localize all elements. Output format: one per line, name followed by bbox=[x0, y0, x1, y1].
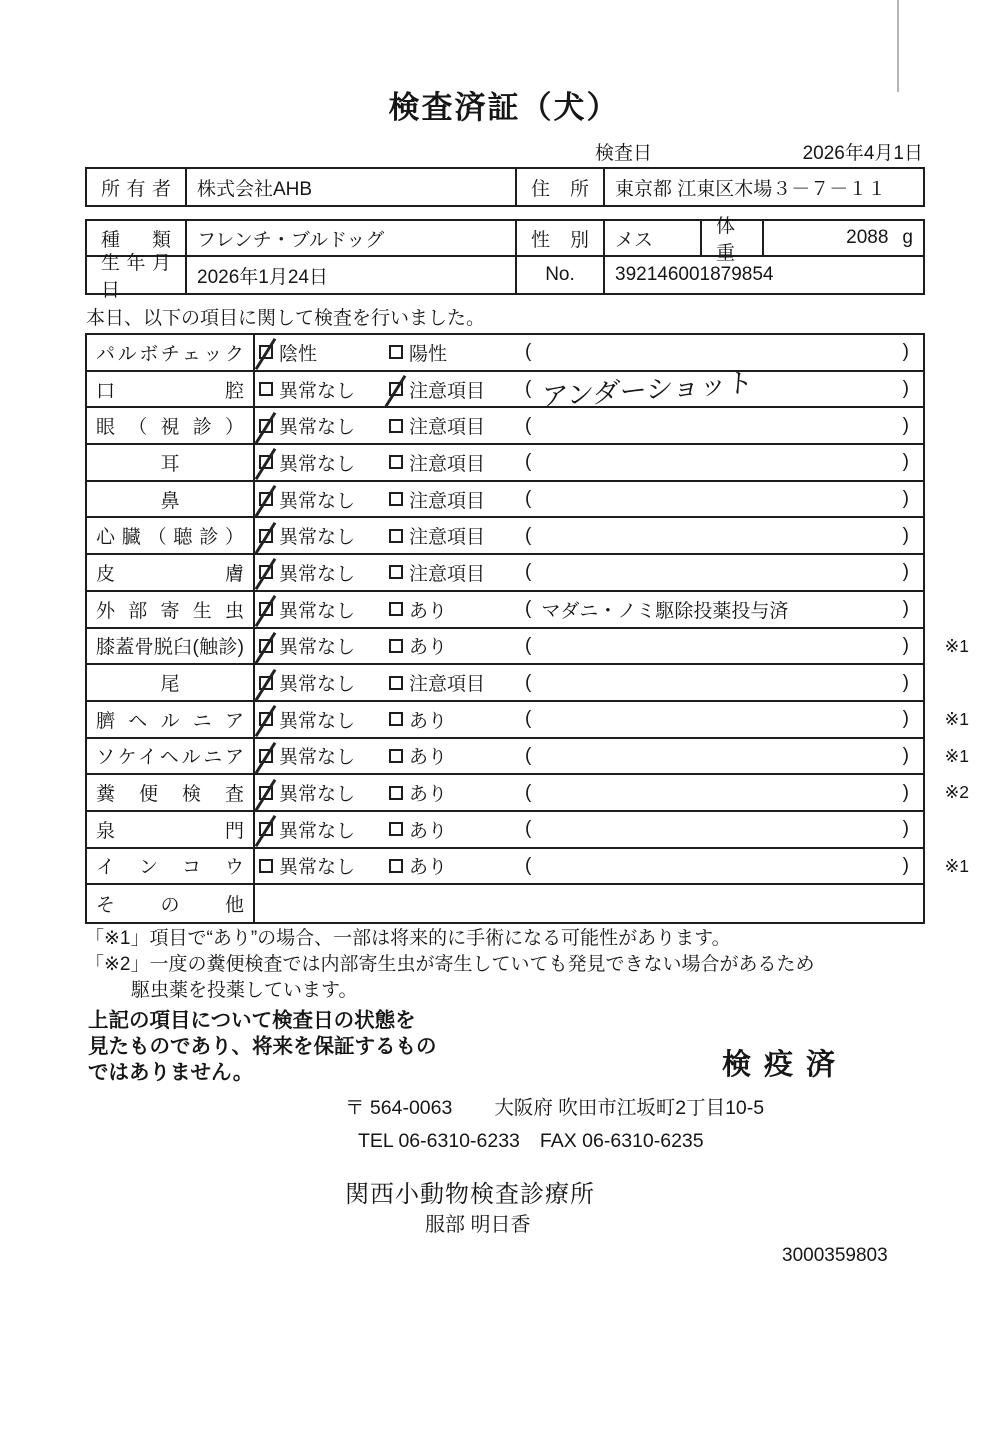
checkbox-label: 注意項目 bbox=[409, 417, 486, 439]
exam-row bbox=[87, 408, 923, 445]
no-value: 392146001879854 bbox=[615, 264, 774, 285]
checkbox-unchecked bbox=[389, 712, 403, 726]
exam-row bbox=[87, 849, 969, 886]
paren-open: ( bbox=[525, 818, 532, 840]
checkbox-unchecked bbox=[389, 492, 403, 506]
exam-note bbox=[525, 451, 923, 473]
checkbox-label: 異常なし bbox=[279, 784, 356, 806]
exam-row-content bbox=[255, 592, 923, 627]
exam-item-cell bbox=[87, 812, 255, 847]
clinic-tel: TEL 06-6310-6233 bbox=[358, 1130, 520, 1152]
paren-open: ( bbox=[525, 561, 532, 583]
exam-item-label: パルボチェック bbox=[96, 343, 244, 365]
checkbox-checked bbox=[259, 419, 273, 433]
footnote-2: 「※2」一度の糞便検査では内部寄生虫が寄生していても発見できない場合があるため bbox=[85, 954, 815, 975]
owner-label-cell bbox=[87, 169, 187, 205]
sex-label: 性別 bbox=[531, 229, 589, 251]
checkbox-unchecked bbox=[259, 382, 273, 396]
inspection-date-label: 検査日 bbox=[595, 143, 653, 164]
paren-close: ) bbox=[902, 818, 909, 840]
serial-number: 3000359803 bbox=[782, 1245, 888, 1266]
exam-option bbox=[389, 632, 525, 659]
exam-row-content bbox=[255, 408, 923, 443]
checkbox-checked bbox=[259, 712, 273, 726]
exam-note bbox=[525, 525, 923, 547]
checkbox-checked bbox=[259, 749, 273, 763]
checkbox-label: 異常なし bbox=[279, 563, 356, 585]
address-label: 住所 bbox=[531, 178, 589, 200]
exam-option bbox=[389, 486, 525, 513]
breed-value: フレンチ・ブルドッグ bbox=[197, 229, 385, 251]
exam-row bbox=[87, 629, 969, 666]
checkbox-checked bbox=[259, 676, 273, 690]
exam-row-content bbox=[255, 629, 923, 664]
clinic-name: 関西小動物検査診療所 bbox=[345, 1181, 595, 1208]
checkbox-unchecked bbox=[389, 529, 403, 543]
exam-option bbox=[389, 706, 525, 733]
checkbox-label: 陽性 bbox=[409, 343, 448, 365]
paren-close: ) bbox=[902, 671, 909, 693]
checkbox-checked bbox=[259, 529, 273, 543]
exam-option bbox=[255, 852, 389, 879]
exam-row bbox=[87, 367, 923, 413]
exam-item-cell bbox=[87, 702, 255, 737]
paren-close: ) bbox=[902, 451, 909, 473]
exam-row bbox=[87, 702, 969, 739]
exam-option bbox=[389, 522, 525, 549]
exam-item-label: 臍ヘルニア bbox=[96, 710, 244, 732]
exam-option bbox=[255, 706, 389, 733]
weight-label: 体重 bbox=[716, 216, 736, 264]
exam-row bbox=[87, 812, 923, 849]
checkbox-unchecked bbox=[389, 419, 403, 433]
checkbox-label: 異常なし bbox=[279, 710, 356, 732]
weight-value-cell bbox=[764, 221, 923, 255]
checkbox-label: 異常なし bbox=[279, 380, 356, 402]
address-value: 東京都 江東区木場３－７－１１ bbox=[615, 178, 887, 200]
no-label-cell bbox=[517, 257, 605, 293]
exam-row-content bbox=[255, 739, 923, 774]
paren-open: ( bbox=[525, 378, 532, 400]
exam-option bbox=[255, 522, 389, 549]
reference-mark: ※1 bbox=[944, 745, 969, 766]
checkbox-label: あり bbox=[409, 857, 448, 879]
birth-label-cell bbox=[87, 253, 187, 301]
paren-close: ) bbox=[902, 634, 909, 656]
sex-label-cell bbox=[517, 221, 605, 255]
birth-value-cell bbox=[187, 257, 517, 293]
footnote-2-continued: 駆虫薬を投薬しています。 bbox=[131, 980, 358, 1001]
exam-option bbox=[255, 779, 389, 806]
checkbox-checked bbox=[259, 565, 273, 579]
exam-note bbox=[525, 855, 923, 877]
paren-close: ) bbox=[902, 341, 909, 363]
checkbox-label: 注意項目 bbox=[409, 563, 486, 585]
exam-item-cell bbox=[87, 555, 255, 590]
intro-text: 本日、以下の項目に関して検査を行いました。 bbox=[86, 308, 486, 329]
sex-value-cell bbox=[605, 221, 702, 255]
exam-option bbox=[389, 852, 525, 879]
exam-row-content bbox=[255, 367, 923, 413]
checkbox-label: 異常なし bbox=[279, 453, 356, 475]
exam-option bbox=[255, 412, 389, 439]
paren-open: ( bbox=[525, 414, 532, 436]
exam-item-label: 尾 bbox=[160, 674, 180, 696]
page-title: 検査済証（犬） bbox=[388, 90, 620, 125]
exam-row-content bbox=[255, 775, 923, 810]
exam-item-label: 口腔 bbox=[96, 380, 244, 402]
paren-open: ( bbox=[525, 671, 532, 693]
exam-row bbox=[87, 555, 923, 592]
exam-option bbox=[389, 376, 525, 403]
weight-value: 2088 bbox=[846, 227, 889, 248]
exam-option bbox=[255, 559, 389, 586]
exam-item-cell bbox=[87, 518, 255, 553]
checkbox-unchecked bbox=[389, 565, 403, 579]
exam-row bbox=[87, 739, 969, 776]
exam-row-content bbox=[255, 849, 923, 884]
reference-mark: ※1 bbox=[944, 855, 969, 876]
checkbox-label: 異常なし bbox=[279, 820, 356, 842]
checkbox-label: あり bbox=[409, 784, 448, 806]
paren-close: ) bbox=[902, 781, 909, 803]
exam-row-content bbox=[255, 445, 923, 480]
exam-option bbox=[389, 596, 525, 623]
paren-close: ) bbox=[902, 744, 909, 766]
paren-open: ( bbox=[525, 854, 532, 876]
disclaimer-line-1: 上記の項目について検査日の状態を bbox=[88, 1009, 416, 1032]
checkbox-label: 異常なし bbox=[279, 857, 356, 879]
exam-option bbox=[389, 779, 525, 806]
exam-row-content bbox=[255, 518, 923, 553]
disclaimer-line-3: ではありません。 bbox=[88, 1061, 254, 1084]
exam-note bbox=[525, 818, 923, 840]
quarantine-stamp: 検疫済 bbox=[722, 1049, 849, 1081]
disclaimer bbox=[88, 1008, 437, 1086]
checkbox-label: 陰性 bbox=[279, 343, 318, 365]
birth-label: 生年月日 bbox=[101, 253, 171, 301]
paren-open: ( bbox=[525, 634, 532, 656]
exam-option bbox=[255, 816, 389, 843]
checkbox-checked bbox=[259, 602, 273, 616]
checkbox-checked bbox=[259, 786, 273, 800]
exam-note bbox=[525, 782, 923, 804]
exam-row bbox=[87, 445, 923, 482]
exam-note bbox=[525, 488, 923, 510]
no-label: No. bbox=[545, 264, 575, 285]
no-value-cell bbox=[605, 257, 923, 293]
exam-option bbox=[255, 596, 389, 623]
scan-artifact-line bbox=[897, 0, 899, 92]
checkbox-unchecked bbox=[389, 786, 403, 800]
exam-item-label: 皮膚 bbox=[96, 563, 244, 585]
exam-item-cell bbox=[87, 482, 255, 517]
inspection-date-value: 2026年4月1日 bbox=[802, 143, 923, 164]
checkbox-unchecked bbox=[389, 455, 403, 469]
exam-option bbox=[255, 486, 389, 513]
checkbox-checked bbox=[259, 639, 273, 653]
exam-option bbox=[389, 339, 525, 366]
exam-item-cell bbox=[87, 885, 255, 922]
exam-note bbox=[525, 708, 923, 730]
exam-row bbox=[87, 885, 923, 922]
exam-note bbox=[525, 415, 923, 437]
reference-mark: ※1 bbox=[944, 708, 969, 729]
pet-table bbox=[85, 216, 925, 301]
checkbox-checked bbox=[259, 345, 273, 359]
checkbox-label: 注意項目 bbox=[409, 490, 486, 512]
paren-close: ) bbox=[902, 378, 909, 400]
exam-note bbox=[525, 672, 923, 694]
checkbox-label: 異常なし bbox=[279, 490, 356, 512]
checkbox-unchecked bbox=[389, 822, 403, 836]
exam-row bbox=[87, 665, 923, 702]
paren-close: ) bbox=[902, 414, 909, 436]
checkbox-label: 異常なし bbox=[279, 637, 356, 659]
breed-label: 種類 bbox=[101, 229, 171, 251]
exam-option bbox=[255, 376, 389, 403]
exam-option bbox=[255, 449, 389, 476]
exam-note bbox=[525, 561, 923, 583]
owner-label: 所有者 bbox=[101, 178, 171, 200]
owner-table bbox=[85, 167, 925, 207]
checkbox-unchecked bbox=[389, 602, 403, 616]
exam-row bbox=[87, 518, 923, 555]
exam-item-label: 耳 bbox=[160, 453, 180, 475]
owner-value-cell bbox=[187, 169, 517, 205]
exam-note bbox=[525, 745, 923, 767]
checkbox-checked bbox=[259, 455, 273, 469]
exam-item-label: 鼻 bbox=[160, 490, 180, 512]
exam-row bbox=[87, 775, 969, 812]
checkbox-label: あり bbox=[409, 747, 448, 769]
checkbox-unchecked bbox=[389, 345, 403, 359]
footnote-1: 「※1」項目で“あり”の場合、一部は将来的に手術になる可能性があります。 bbox=[85, 928, 731, 949]
inspection-date-row bbox=[85, 138, 925, 164]
weight-unit: g bbox=[902, 227, 913, 248]
veterinarian-name: 服部 明日香 bbox=[425, 1214, 531, 1236]
exam-item-label: 糞便検査 bbox=[96, 784, 244, 806]
exam-item-cell bbox=[87, 445, 255, 480]
exam-row-content bbox=[255, 555, 923, 590]
clinic-address-line bbox=[345, 1092, 764, 1120]
exam-item-cell bbox=[87, 372, 255, 407]
reference-mark: ※1 bbox=[944, 635, 969, 656]
exam-item-cell bbox=[87, 849, 255, 884]
exam-option bbox=[389, 742, 525, 769]
paren-open: ( bbox=[525, 744, 532, 766]
address-value-cell bbox=[605, 169, 923, 205]
exam-table bbox=[85, 333, 969, 924]
address-label-cell bbox=[517, 169, 605, 205]
exam-item-cell bbox=[87, 592, 255, 627]
exam-item-cell bbox=[87, 665, 255, 700]
exam-option bbox=[255, 669, 389, 696]
exam-row-content bbox=[255, 665, 923, 700]
breed-value-cell bbox=[187, 221, 517, 255]
exam-row bbox=[87, 335, 923, 372]
paren-close: ) bbox=[902, 524, 909, 546]
paren-open: ( bbox=[525, 451, 532, 473]
checkbox-label: 異常なし bbox=[279, 527, 356, 549]
exam-option bbox=[255, 339, 389, 366]
clinic-postal-code: 〒 564-0063 bbox=[345, 1097, 453, 1119]
owner-value: 株式会社AHB bbox=[197, 178, 313, 200]
checkbox-label: 注意項目 bbox=[409, 453, 486, 475]
exam-item-label: 眼（視診） bbox=[96, 417, 244, 439]
checkbox-label: あり bbox=[409, 820, 448, 842]
handwritten-note: アンダーショット bbox=[540, 367, 755, 413]
checkbox-label: 異常なし bbox=[279, 674, 356, 696]
exam-note bbox=[525, 596, 923, 623]
exam-row-content bbox=[255, 335, 923, 370]
exam-item-label: インコウ bbox=[96, 857, 244, 879]
exam-item-cell bbox=[87, 408, 255, 443]
paren-open: ( bbox=[525, 708, 532, 730]
exam-item-label: 泉門 bbox=[96, 820, 244, 842]
checkbox-checked bbox=[259, 822, 273, 836]
exam-item-cell bbox=[87, 775, 255, 810]
exam-note bbox=[525, 341, 923, 363]
exam-row bbox=[87, 482, 923, 519]
paren-open: ( bbox=[525, 524, 532, 546]
exam-option bbox=[389, 449, 525, 476]
exam-option bbox=[255, 632, 389, 659]
exam-row bbox=[87, 592, 923, 629]
checkbox-label: あり bbox=[409, 600, 448, 622]
paren-close: ) bbox=[902, 598, 909, 620]
exam-item-cell bbox=[87, 629, 255, 664]
checkbox-label: 異常なし bbox=[279, 747, 356, 769]
exam-item-cell bbox=[87, 335, 255, 370]
exam-item-label: 膝蓋骨脱臼(触診) bbox=[96, 637, 244, 659]
checkbox-label: 注意項目 bbox=[409, 674, 486, 696]
exam-row-content bbox=[255, 885, 923, 922]
checkbox-label: 注意項目 bbox=[409, 527, 486, 549]
checkbox-checked bbox=[389, 382, 403, 396]
exam-item-label: ソケイヘルニア bbox=[96, 747, 244, 769]
exam-row-content bbox=[255, 702, 923, 737]
exam-option bbox=[389, 559, 525, 586]
paren-close: ) bbox=[902, 708, 909, 730]
checkbox-label: あり bbox=[409, 710, 448, 732]
checkbox-label: 異常なし bbox=[279, 417, 356, 439]
reference-mark: ※2 bbox=[944, 782, 969, 803]
checkbox-unchecked bbox=[389, 749, 403, 763]
checkbox-checked bbox=[259, 492, 273, 506]
checkbox-unchecked bbox=[389, 639, 403, 653]
exam-option bbox=[389, 816, 525, 843]
exam-item-label: 外部寄生虫 bbox=[96, 600, 244, 622]
exam-item-label: 心臓（聴診） bbox=[96, 527, 244, 549]
exam-option bbox=[389, 412, 525, 439]
checkbox-unchecked bbox=[259, 859, 273, 873]
exam-option bbox=[389, 669, 525, 696]
note-text: マダニ・ノミ駆除投薬投与済 bbox=[541, 600, 789, 622]
weight-label-cell bbox=[702, 216, 764, 264]
exam-item-cell bbox=[87, 739, 255, 774]
clinic-contact-line bbox=[358, 1130, 704, 1153]
clinic-address: 大阪府 吹田市江坂町2丁目10-5 bbox=[494, 1097, 765, 1119]
checkbox-label: あり bbox=[409, 637, 448, 659]
exam-option bbox=[255, 742, 389, 769]
paren-open: ( bbox=[525, 488, 532, 510]
paren-close: ) bbox=[902, 854, 909, 876]
birth-value: 2026年1月24日 bbox=[197, 266, 328, 288]
checkbox-label: 異常なし bbox=[279, 600, 356, 622]
paren-open: ( bbox=[525, 598, 532, 620]
exam-item-label: その他 bbox=[96, 895, 244, 917]
paren-close: ) bbox=[902, 561, 909, 583]
checkbox-unchecked bbox=[389, 676, 403, 690]
checkbox-unchecked bbox=[389, 859, 403, 873]
paren-open: ( bbox=[525, 781, 532, 803]
checkbox-label: 注意項目 bbox=[409, 380, 486, 402]
exam-note bbox=[525, 367, 923, 413]
sex-value: メス bbox=[615, 229, 654, 251]
disclaimer-line-2: 見たものであり、将来を保証するもの bbox=[88, 1035, 437, 1058]
clinic-fax: FAX 06-6310-6235 bbox=[539, 1130, 704, 1152]
exam-note bbox=[525, 635, 923, 657]
exam-row-content bbox=[255, 482, 923, 517]
exam-row-content bbox=[255, 812, 923, 847]
footnotes bbox=[85, 926, 815, 1004]
paren-open: ( bbox=[525, 341, 532, 363]
paren-close: ) bbox=[902, 488, 909, 510]
